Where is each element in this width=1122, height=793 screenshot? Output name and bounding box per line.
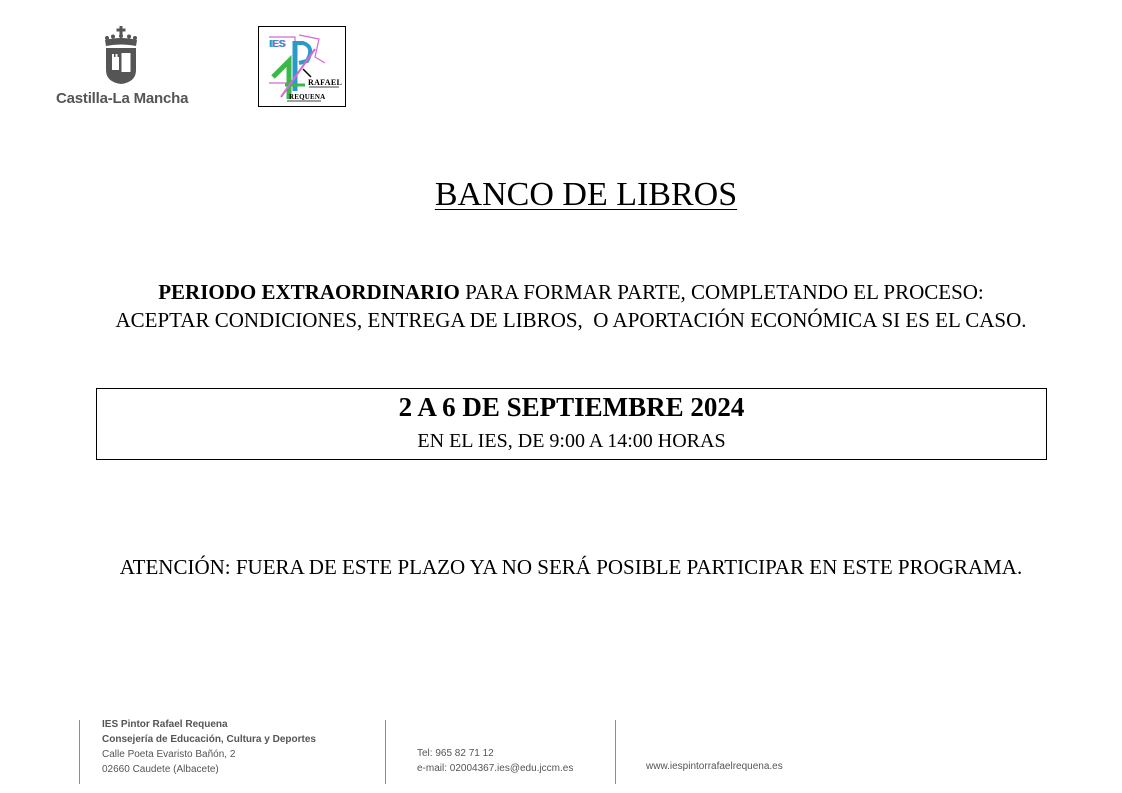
date-range: 2 A 6 DE SEPTIEMBRE 2024 — [398, 392, 745, 422]
ies-logo-requena: REQUENA — [289, 93, 326, 101]
footer-street: Calle Poeta Evaristo Bañón, 2 — [102, 749, 236, 760]
intro-line-1-rest: PARA FORMAR PARTE, COMPLETANDO EL PROCESO: — [459, 280, 984, 304]
crown-shield-icon — [104, 26, 138, 86]
opening-hours: EN EL IES, DE 9:00 A 14:00 HORAS — [417, 430, 726, 452]
footer-address — [102, 717, 316, 777]
footer-divider-3 — [615, 720, 616, 784]
footer-email[interactable]: e-mail: 02004367.ies@edu.jccm.es — [417, 763, 574, 774]
castilla-la-mancha-logo — [56, 26, 189, 110]
footer-divider-2 — [385, 720, 386, 784]
footer-department: Consejería de Educación, Cultura y Deportes — [102, 734, 316, 745]
logo-text: Castilla-La Mancha — [56, 90, 189, 107]
footer-contact — [417, 746, 573, 776]
page-title: BANCO DE LIBROS — [434, 176, 738, 213]
footer-school-name: IES Pintor Rafael Requena — [102, 719, 228, 730]
footer-divider-1 — [79, 720, 80, 784]
ies-logo-label: IES — [269, 39, 286, 50]
intro-paragraph — [0, 278, 1122, 334]
intro-bold-phrase: PERIODO EXTRAORDINARIO — [158, 280, 460, 304]
footer-phone: Tel: 965 82 71 12 — [417, 748, 494, 759]
date-box — [96, 388, 1047, 460]
footer-web — [646, 759, 783, 774]
intro-line-1 — [0, 278, 1122, 306]
intro-line-2: ACEPTAR CONDICIONES, ENTREGA DE LIBROS, O APORTACIÓN ECONÓMICA SI ES EL CASO. — [115, 308, 1027, 332]
footer-website[interactable]: www.iespintorrafaelrequena.es — [646, 761, 783, 772]
ies-logo-rafael: RAFAEL — [308, 78, 343, 87]
deadline-notice: ATENCIÓN: FUERA DE ESTE PLAZO YA NO SERÁ POSIBLE PARTICIPAR EN ESTE PROGRAMA. — [119, 555, 1023, 579]
ies-logo — [258, 26, 346, 107]
footer-city: 02660 Caudete (Albacete) — [102, 764, 219, 775]
